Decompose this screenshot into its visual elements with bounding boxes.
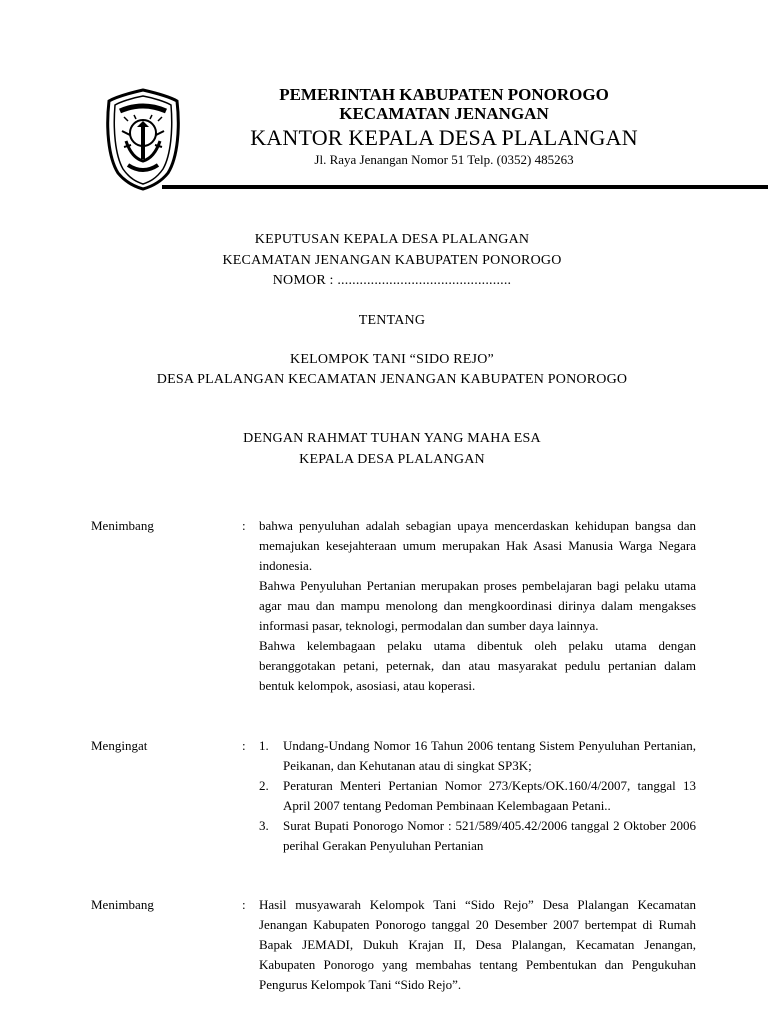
tentang-heading: TENTANG	[358, 313, 426, 328]
list-item-text: Surat Bupati Ponorogo Nomor : 521/589/405.42/2006 tanggal 2 Oktober 2006 perihal Gerakan Penyuluhan Pertanian	[283, 818, 696, 853]
subject-line1: KELOMPOK TANI “SIDO REJO”	[290, 352, 494, 367]
mengingat-list	[259, 736, 696, 856]
subject-line2: DESA PLALANGAN KECAMATAN JENANGAN KABUPATEN PONOROGO	[156, 372, 628, 387]
menimbang2-text: Hasil musyawarah Kelompok Tani “Sido Rejo” Desa Plalangan Kecamatan Jenangan Kabupaten Ponorogo tanggal 20 Desember 2007 bertempat di Rumah Bapak JEMADI, Dukuh Krajan II, Desa Plalangan, Kecamatan Jenangan, Kabupaten Ponorogo yang membahas tentang Pembentukan dan Pengukuhan Pengurus Kelompok Tani “Sido Rejo”.	[259, 897, 696, 992]
menimbang-paragraph: bahwa penyuluhan adalah sebagian upaya mencerdaskan kehidupan bangsa dan memajukan kesejahteraan umum merupakan Hak Asasi Manusia Warga Negara indonesia.	[259, 518, 696, 573]
list-item	[259, 776, 696, 816]
menimbang2-label: Menimbang	[91, 897, 154, 912]
list-item-number: 3.	[259, 818, 269, 833]
mengingat-colon: :	[242, 738, 246, 753]
menimbang-paragraph: Bahwa Penyuluhan Pertanian merupakan proses pembelajaran bagi pelaku utama agar mau dan mampu menolong dan mengkoordinasi dirinya dalam mengakses informasi pasar, teknologi, permodalan dan sumber daya lainnya.	[259, 578, 696, 633]
letterhead-divider	[162, 185, 768, 189]
decree-title-line2: KECAMATAN JENANGAN KABUPATEN PONOROGO	[222, 253, 562, 268]
decree-number: NOMOR : ...............................................	[272, 273, 512, 288]
mengingat-label: Mengingat	[91, 738, 148, 753]
district-name: KECAMATAN JENANGAN	[339, 104, 549, 123]
menimbang-label: Menimbang	[91, 518, 154, 533]
office-address: Jl. Raya Jenangan Nomor 51 Telp. (0352) 485263	[314, 152, 574, 167]
menimbang2-colon: :	[242, 897, 246, 912]
menimbang-colon: :	[242, 518, 246, 533]
office-name: KANTOR KEPALA DESA PLALANGAN	[250, 125, 638, 150]
menimbang-paragraph: Bahwa kelembagaan pelaku utama dibentuk oleh pelaku utama dengan beranggotakan petani, peternak, dan atau masyarakat pedulu pertanian dalam bentuk kelompok, asosiasi, atau koperasi.	[259, 638, 696, 693]
list-item	[259, 736, 696, 776]
list-item	[259, 816, 696, 856]
list-item-text: Peraturan Menteri Pertanian Nomor 273/Kepts/OK.160/4/2007, tanggal 13 April 2007 tentang Pedoman Pembinaan Kelembagaan Petani..	[283, 778, 696, 813]
list-item-text: Undang-Undang Nomor 16 Tahun 2006 tentang Sistem Penyuluhan Pertanian, Peikanan, dan Kehutanan atau di singkat SP3K;	[283, 738, 696, 773]
decree-title-line1: KEPUTUSAN KEPALA DESA PLALANGAN	[254, 232, 530, 247]
list-item-number: 1.	[259, 738, 269, 753]
list-item-number: 2.	[259, 778, 269, 793]
government-name: PEMERINTAH KABUPATEN PONOROGO	[279, 85, 609, 104]
opening-line2: KEPALA DESA PLALANGAN	[299, 452, 485, 467]
opening-line1: DENGAN RAHMAT TUHAN YANG MAHA ESA	[243, 431, 541, 446]
menimbang-text	[259, 516, 696, 696]
